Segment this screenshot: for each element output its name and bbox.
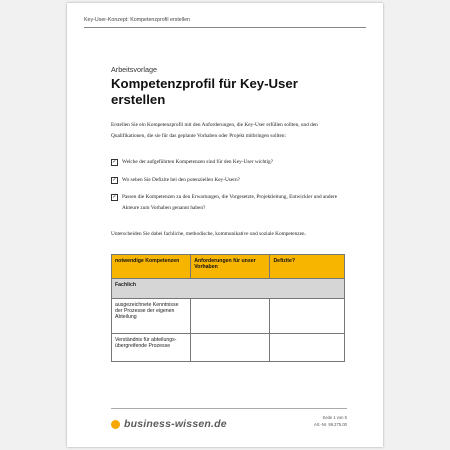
- checklist: [111, 157, 347, 220]
- logo-dot-icon: [111, 420, 120, 429]
- document-title: Kompetenzprofil für Key-User erstellen: [111, 76, 298, 107]
- article-number: Art.-Nr. 99.275.00: [313, 422, 347, 427]
- table-cell: [191, 299, 270, 334]
- column-header: Defizite?: [270, 255, 345, 279]
- checklist-item-text: Passen die Kompetenzen zu den Erwartungen, die Vorgesetzte, Projektleitung, Entwickler und andere Akteure zum Vorhaben genannt haben?: [122, 194, 338, 211]
- brand-logo: [111, 417, 227, 431]
- intro-paragraph: Erstellen Sie ein Kompetenzprofil mit den Anforderungen, die Key-User erfüllen sollten, und den Qualifikationen, die sie für das geplante Vorhaben oder Projekt mitbringen sollten:: [111, 122, 318, 139]
- document-page: [67, 3, 383, 447]
- checklist-item: [111, 175, 347, 186]
- competency-table: [111, 254, 345, 362]
- running-header: Key-User-Konzept: Kompetenzprofil erstellen: [84, 17, 366, 28]
- checklist-item: [111, 192, 347, 213]
- checkbox-checked-icon: ✓: [112, 160, 117, 165]
- page-number: Seite 1 von 5: [322, 415, 347, 420]
- table-cell: ausgezeichnete Kenntnisse der Prozesse der eigenen Abteilung: [112, 299, 191, 334]
- column-header: notwendige Kompetenzen: [112, 255, 191, 279]
- checkbox-checked-icon: ✓: [112, 177, 117, 183]
- section-label: Fachlich: [112, 279, 345, 299]
- table-cell: [191, 334, 270, 362]
- table-row: [112, 299, 345, 334]
- checkbox-checked-icon: ✓: [112, 195, 117, 201]
- table-cell: [270, 299, 345, 334]
- logo-text: business-wissen.de: [124, 418, 227, 430]
- footer-divider: [111, 408, 347, 409]
- checklist-item-text: Wo sehen Sie Defizite bei den potenziellen Key-Usern?: [122, 176, 240, 183]
- table-row: [112, 334, 345, 362]
- note-paragraph: Unterscheiden Sie dabei fachliche, methodische, kommunikative und soziale Kompetenzen.: [111, 231, 306, 237]
- document-kicker: Arbeitsvorlage: [111, 65, 157, 74]
- checklist-item: [111, 157, 347, 168]
- table-section-row: [112, 279, 345, 299]
- table-cell: [270, 334, 345, 362]
- table-header-row: [112, 255, 345, 279]
- table-cell: Verständnis für abteilungs-übergreifende Prozesse: [112, 334, 191, 362]
- column-header: Anforderungen für unser Vorhaben: [191, 255, 270, 279]
- checklist-item-text: Welche der aufgeführten Kompetenzen sind für den Key-User wichtig?: [122, 159, 274, 165]
- footer-meta: [287, 414, 347, 428]
